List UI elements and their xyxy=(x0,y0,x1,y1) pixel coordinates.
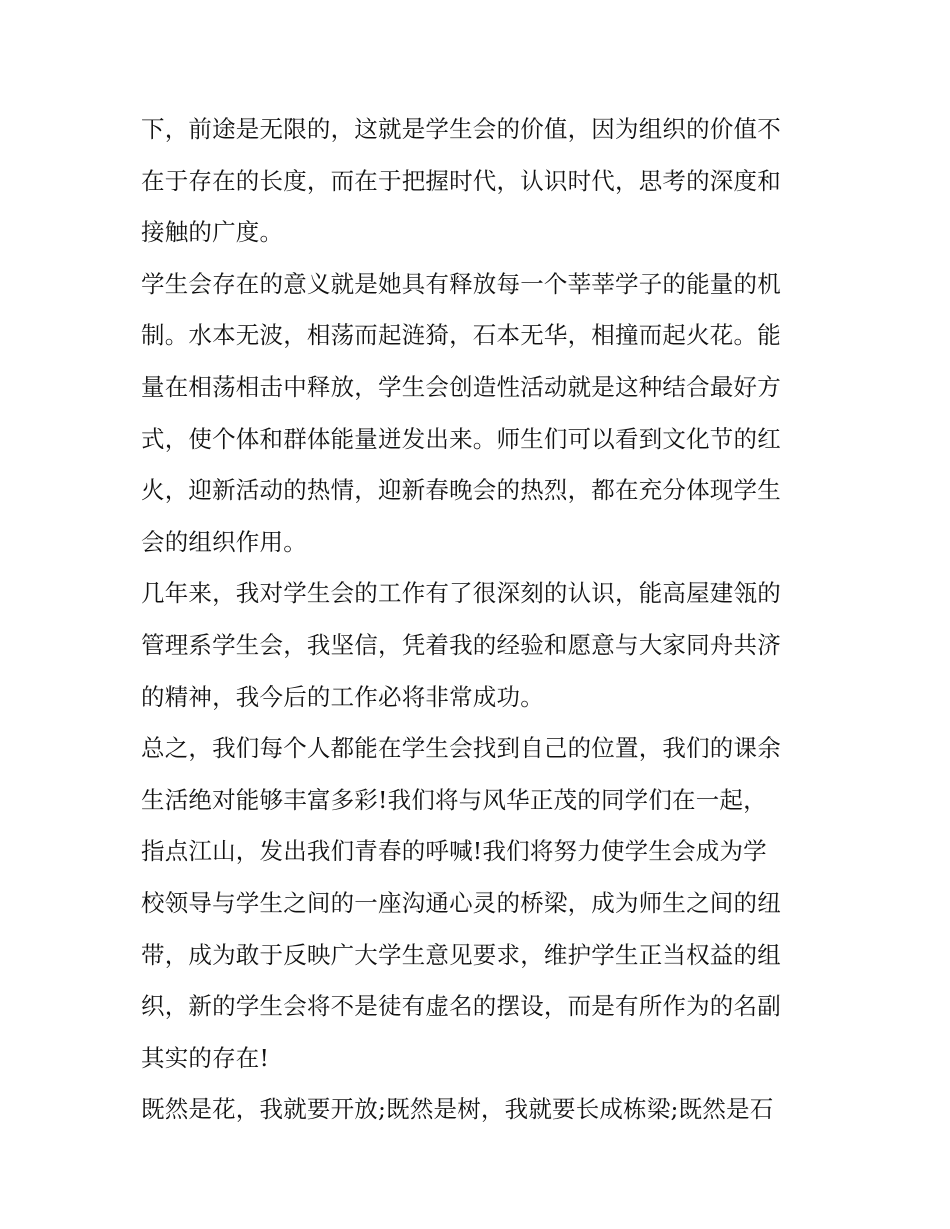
paragraph-4 xyxy=(141,723,813,1084)
text-line: 织，新的学生会将不是徒有虚名的摆设，而是有所作为的名副 xyxy=(141,992,781,1021)
text-line: 量在相荡相击中释放，学生会创造性活动就是这种结合最好方 xyxy=(141,372,781,401)
text-line: 火，迎新活动的热情，迎新春晚会的热烈，都在充分体现学生 xyxy=(141,476,781,505)
text-line: 在于存在的长度，而在于把握时代，认识时代，思考的深度和 xyxy=(141,166,781,195)
text-line: 总之，我们每个人都能在学生会找到自己的位置，我们的课余 xyxy=(141,734,781,763)
text-line: 其实的存在! xyxy=(141,1043,270,1072)
text-line: 既然是花，我就要开放;既然是树，我就要长成栋梁;既然是石 xyxy=(141,1095,774,1124)
document-body xyxy=(141,104,813,1136)
text-line: 学生会存在的意义就是她具有释放每一个莘莘学子的能量的机 xyxy=(141,269,781,298)
text-line: 几年来，我对学生会的工作有了很深刻的认识，能高屋建瓴的 xyxy=(141,579,781,608)
paragraph-2 xyxy=(141,259,813,569)
text-line: 接触的广度。 xyxy=(141,218,284,247)
paragraph-3 xyxy=(141,568,813,723)
text-line: 制。水本无波，相荡而起涟猗，石本无华，相撞而起火花。能 xyxy=(141,321,781,350)
text-line: 生活绝对能够丰富多彩!我们将与风华正茂的同学们在一起， xyxy=(141,785,767,814)
text-line: 管理系学生会，我坚信，凭着我的经验和愿意与大家同舟共济 xyxy=(141,630,781,659)
text-line: 校领导与学生之间的一座沟通心灵的桥梁，成为师生之间的纽 xyxy=(141,888,781,917)
text-line: 带，成为敢于反映广大学生意见要求，维护学生正当权益的组 xyxy=(141,940,781,969)
paragraph-1 xyxy=(141,104,813,259)
text-line: 指点江山，发出我们青春的呼喊!我们将努力使学生会成为学 xyxy=(141,837,767,866)
text-line: 会的组织作用。 xyxy=(141,527,307,556)
text-line: 下，前途是无限的，这就是学生会的价值，因为组织的价值不 xyxy=(141,115,781,143)
text-line: 式，使个体和群体能量迸发出来。师生们可以看到文化节的红 xyxy=(141,424,781,453)
paragraph-5 xyxy=(141,1084,813,1136)
text-line: 的精神，我今后的工作必将非常成功。 xyxy=(141,682,544,711)
